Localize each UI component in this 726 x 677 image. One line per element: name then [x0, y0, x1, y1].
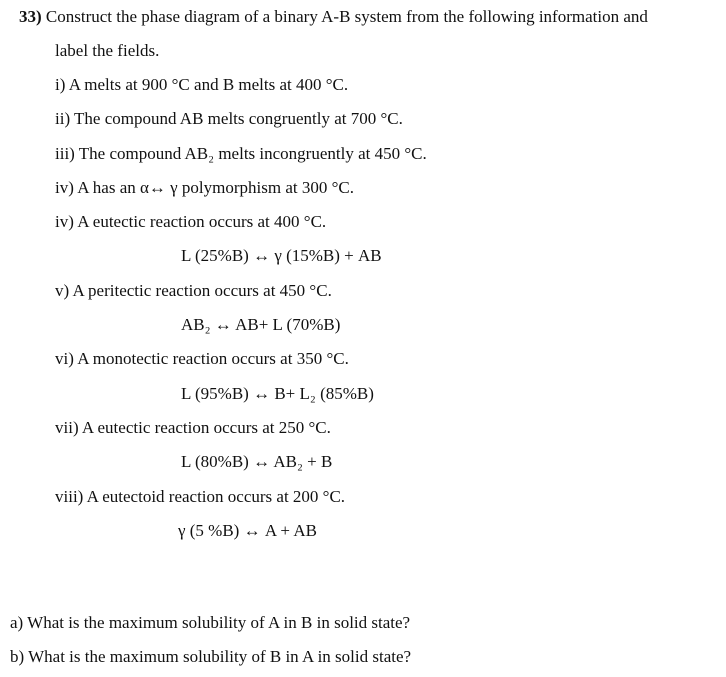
question-b: b) What is the maximum solubility of B in A in solid state?	[10, 647, 412, 666]
question-number: 33)	[19, 7, 42, 26]
condition-9: viii) A eutectoid reaction occurs at 200 °C.	[55, 487, 346, 506]
reaction-1: L (25%B) ↔ γ (15%B) + AB	[181, 246, 382, 265]
question-intro-line1: Construct the phase diagram of a binary A-B system from the following information and	[45, 7, 648, 26]
question-intro-line2: label the fields.	[55, 41, 160, 60]
condition-8: vii) A eutectic reaction occurs at 250 °C.	[55, 418, 331, 437]
condition-1: i) A melts at 900 °C and B melts at 400 °C.	[55, 75, 349, 94]
condition-4: iv) A has an α↔ γ polymorphism at 300 °C.	[55, 178, 354, 197]
condition-6: v) A peritectic reaction occurs at 450 °C.	[55, 281, 332, 300]
reaction-5: γ (5 %B) ↔ A + AB	[178, 521, 317, 540]
condition-7: vi) A monotectic reaction occurs at 350 °C.	[55, 349, 349, 368]
reaction-3: L (95%B) ↔ B+ L₂ (85%B)	[181, 384, 374, 403]
question-header	[19, 7, 648, 27]
reaction-2: AB₂ ↔ AB+ L (70%B)	[181, 315, 341, 334]
condition-2: ii) The compound AB melts congruently at 700 °C.	[55, 109, 403, 128]
reaction-4: L (80%B) ↔ AB₂ + B	[181, 452, 333, 471]
question-a: a) What is the maximum solubility of A in B in solid state?	[10, 613, 411, 632]
condition-5: iv) A eutectic reaction occurs at 400 °C.	[55, 212, 327, 231]
condition-3: iii) The compound AB₂ melts incongruently at 450 °C.	[55, 144, 427, 163]
